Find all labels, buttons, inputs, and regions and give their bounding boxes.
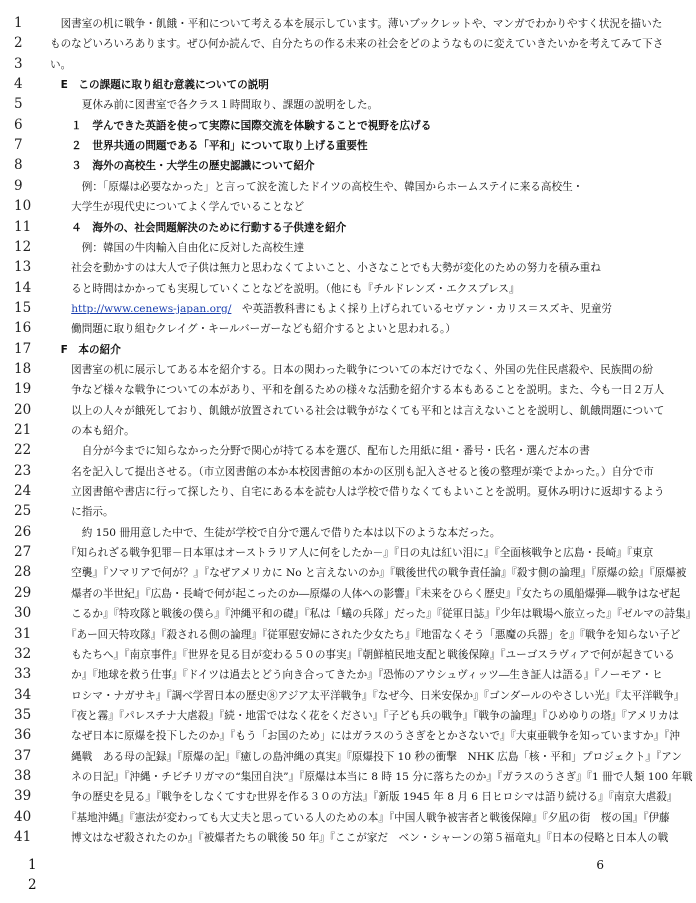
- line-text: 働問題に取り組むクレイグ・キールバーガーなども紹介するとよいと思われる。）: [50, 323, 456, 336]
- line-text: 図書室の机に戦争・飢餓・平和について考える本を展示しています。薄いブックレットや、マンガでわかりやすく状況を描いた: [50, 18, 663, 30]
- footer-line-number: 1: [28, 857, 37, 873]
- line-text: に指示。: [50, 506, 114, 519]
- line-text: なぜ日本に原爆を投下したのか』『もう「お国のため」にはガラスのうさぎをとかさないで』『大東亜戦争を知っていますか』『沖: [50, 730, 680, 743]
- page-number: 6: [596, 858, 604, 872]
- line-text: [50, 302, 618, 316]
- line-text: ２ 世界共通の問題である「平和」について取り上げる重要性: [50, 140, 368, 153]
- line-number: 38: [14, 767, 32, 784]
- line-number: 9: [14, 177, 23, 194]
- line-number: 4: [14, 76, 23, 93]
- line-text: ネの日記』『沖縄・チビチリガマの“集団自決”』『原爆は本当に 8 時 15 分に落ちたのか』『ガラスのうさぎ』『1 冊で人類 100 年戦: [50, 770, 693, 783]
- line-text-rest: や英語教科書にもよく採り上げられているセヴァン・カリス＝スズキ、児童労: [231, 302, 613, 315]
- line-number: 16: [14, 320, 32, 337]
- line-text: 『あー回天特攻隊』『殺される側の論理』『従軍慰安婦にされた少女たち』『地雷なくそう「悪魔の兵器」を』『戦争を知らない子ど: [50, 628, 681, 641]
- line-number: 15: [14, 299, 32, 316]
- line-number: 33: [14, 666, 32, 683]
- line-number: 31: [14, 625, 32, 642]
- line-number: 41: [14, 829, 32, 845]
- line-number: 37: [14, 747, 32, 764]
- line-number: 39: [14, 788, 32, 805]
- footer-line-number: 2: [28, 877, 37, 893]
- line-number: 18: [14, 360, 32, 377]
- line-text: E この課題に取り組む意義についての説明: [50, 79, 269, 92]
- line-number: 19: [14, 381, 32, 398]
- line-number: 5: [14, 96, 23, 113]
- line-text: 以上の人々が餓死しており、飢餓が放置されている社会は戦争がなくても平和とは言えないことを説明し、飢餓問題について: [50, 404, 665, 417]
- url-link[interactable]: http://www.cenews-japan.org/: [71, 302, 232, 315]
- line-number: 12: [14, 238, 32, 255]
- line-text: ると時間はかかっても実現していくことなどを説明。（他にも『チルドレンズ・エクスプレス』: [50, 282, 520, 295]
- line-text: 名を記入して提出させる。（市立図書館の本か本校図書館の本かの区別も記入させると後の整理が楽でよかった。）自分で市: [50, 465, 654, 478]
- line-text: 社会を動かすのは大人で子供は無力と思わなくてよいこと、小さなことでも大勢が変化のための努力を積み重ね: [50, 262, 601, 275]
- line-text: こるか』『特攻隊と戦後の僕ら』『沖縄平和の礎』『私は「蟻の兵隊」だった』『従軍日誌』『少年は戦場へ旅立った』『ゼルマの詩集』: [50, 608, 696, 621]
- line-text: 博文はなぜ殺されたのか』『被爆者たちの戦後 50 年』『ここが家だ ベン・シャーンの第５福竜丸』『日本の侵略と日本人の戦: [50, 832, 669, 844]
- line-number: 10: [14, 198, 32, 215]
- line-number: 13: [14, 259, 32, 276]
- line-number: 28: [14, 564, 32, 581]
- line-indent: [50, 303, 71, 315]
- line-number: 11: [14, 218, 32, 235]
- line-text: 『夜と霧』『パレスチナ大虐殺』『続・地雷ではなく花をください』『子ども兵の戦争』『戦争の論理』『ひめゆりの塔』『アメリカは: [50, 709, 680, 722]
- line-number: 35: [14, 706, 32, 723]
- line-text: 図書室の机に展示してある本を紹介する。日本の関わった戦争についての本だけでなく、外国の先住民虐殺や、民族間の紛: [50, 363, 654, 376]
- line-text: 立図書館や書店に行って探したり、自宅にある本を読む人は学校で借りなくてもよいことを説明。夏休み明けに返却するよう: [50, 486, 665, 499]
- line-number: 27: [14, 544, 32, 561]
- line-number: 34: [14, 686, 32, 703]
- line-text: 爆者の半世紀』『広島・長崎で何が起こったのか―原爆の人体への影響』『未来をひらく歴史』『女たちの風船爆弾―戦争はなぜ起: [50, 587, 681, 600]
- line-number: 26: [14, 523, 32, 540]
- line-number: 1: [14, 15, 23, 31]
- line-number: 23: [14, 462, 32, 479]
- line-text: １ 学んできた英語を使って実際に国際交流を体験することで視野を広げる: [50, 119, 432, 132]
- line-text: 夏休み前に図書室で各クラス１時間取り、課題の説明をした。: [50, 99, 379, 112]
- line-text: い。: [50, 58, 72, 71]
- line-text: ４ 海外の、社会問題解決のために行動する子供達を紹介: [50, 221, 347, 234]
- line-text: 約 150 冊用意した中で、生徒が学校で自分で選んで借りた本は以下のような本だった。: [50, 526, 501, 539]
- line-text: 争の歴史を見る』『戦争をしなくてすむ世界を作る３０の方法』『新版 1945 年 8 月 6 日ヒロシマは語り続ける』『南京大虐殺』: [50, 791, 678, 804]
- line-text: もたちへ』『南京事件』『世界を見る目が変わる５０の事実』『朝鮮植民地支配と戦後保障』『ユーゴスラヴィアで何が起きている: [50, 648, 675, 661]
- line-text: ものなどいろいろあります。ぜひ何か読んで、自分たちの作る未来の社会をどのようなものに変えていきたいかを考えてみて下さ: [50, 38, 664, 51]
- line-text: か』『地球を救う仕事』『ドイツは過去とどう向き合ってきたか』『恐怖のアウシュヴィッツ―生き証人は語る』『ノーモア・ヒ: [50, 669, 663, 682]
- line-number: 25: [14, 503, 32, 520]
- line-number: 22: [14, 442, 32, 459]
- line-text: 例：韓国の牛肉輸入自由化に反対した高校生達: [50, 241, 305, 254]
- line-text: ロシマ・ナガサキ』『調べ学習日本の歴史⑧アジア太平洋戦争』『なぜ今、日米安保か』『ゴンダールのやさしい光』『太平洋戦争』: [50, 689, 685, 702]
- line-number: 36: [14, 727, 32, 744]
- line-number: 32: [14, 645, 32, 662]
- line-text: の本も紹介。: [50, 425, 135, 437]
- line-number: 8: [14, 157, 23, 174]
- line-text: ３ 海外の高校生・大学生の歴史認識について紹介: [50, 160, 315, 173]
- line-number: 7: [14, 137, 23, 154]
- text-line: [0, 829, 669, 855]
- line-number: 3: [14, 55, 23, 72]
- line-number: 29: [14, 584, 32, 601]
- line-number: 20: [14, 401, 32, 418]
- line-text: 争など様々な戦争についての本があり、平和を創るための様々な活動を紹介する本もあることを説明。また、今も一日２万人: [50, 384, 665, 397]
- line-text: 『基地沖縄』『憲法が変わっても大丈夫と思っている人のための本』『中国人戦争被害者と戦後保障』『夕凪の街 桜の国』『伊藤: [50, 811, 670, 824]
- line-text: 『知られざる戦争犯罪－日本軍はオーストラリア人に何をしたか－』『日の丸は紅い泪に』『全面核戦争と広島・長崎』『東京: [50, 547, 654, 560]
- line-text: 自分が今までに知らなかった分野で関心が持てる本を選び、配布した用紙に組・番号・氏名・選んだ本の書: [50, 445, 590, 458]
- line-text: F 本の紹介: [50, 343, 121, 356]
- line-number: 6: [14, 116, 23, 133]
- line-text: 空襲』『ソマリアで何が？』『なぜアメリカに No と言えないのか』『戦後世代の戦争責任論』『殺す側の論理』『原爆の絵』『原爆被: [50, 567, 687, 580]
- line-number: 30: [14, 605, 32, 622]
- line-number: 21: [14, 422, 32, 438]
- line-number: 24: [14, 483, 32, 500]
- line-number: 17: [14, 340, 32, 357]
- line-number: 40: [14, 808, 32, 825]
- line-number: 14: [14, 279, 32, 296]
- line-text: 大学生が現代史についてよく学んでいることなど: [50, 201, 305, 214]
- line-number: 2: [14, 35, 23, 52]
- line-text: 例：「原爆は必要なかった」と言って涙を流したドイツの高校生や、韓国からホームステイに来る高校生・: [50, 180, 584, 193]
- line-text: 縄戦 ある母の記録』『原爆の記』『癒しの島沖縄の真実』『原爆投下 10 秒の衝撃 NHK 広島「核・平和」プロジェクト』『アン: [50, 750, 683, 763]
